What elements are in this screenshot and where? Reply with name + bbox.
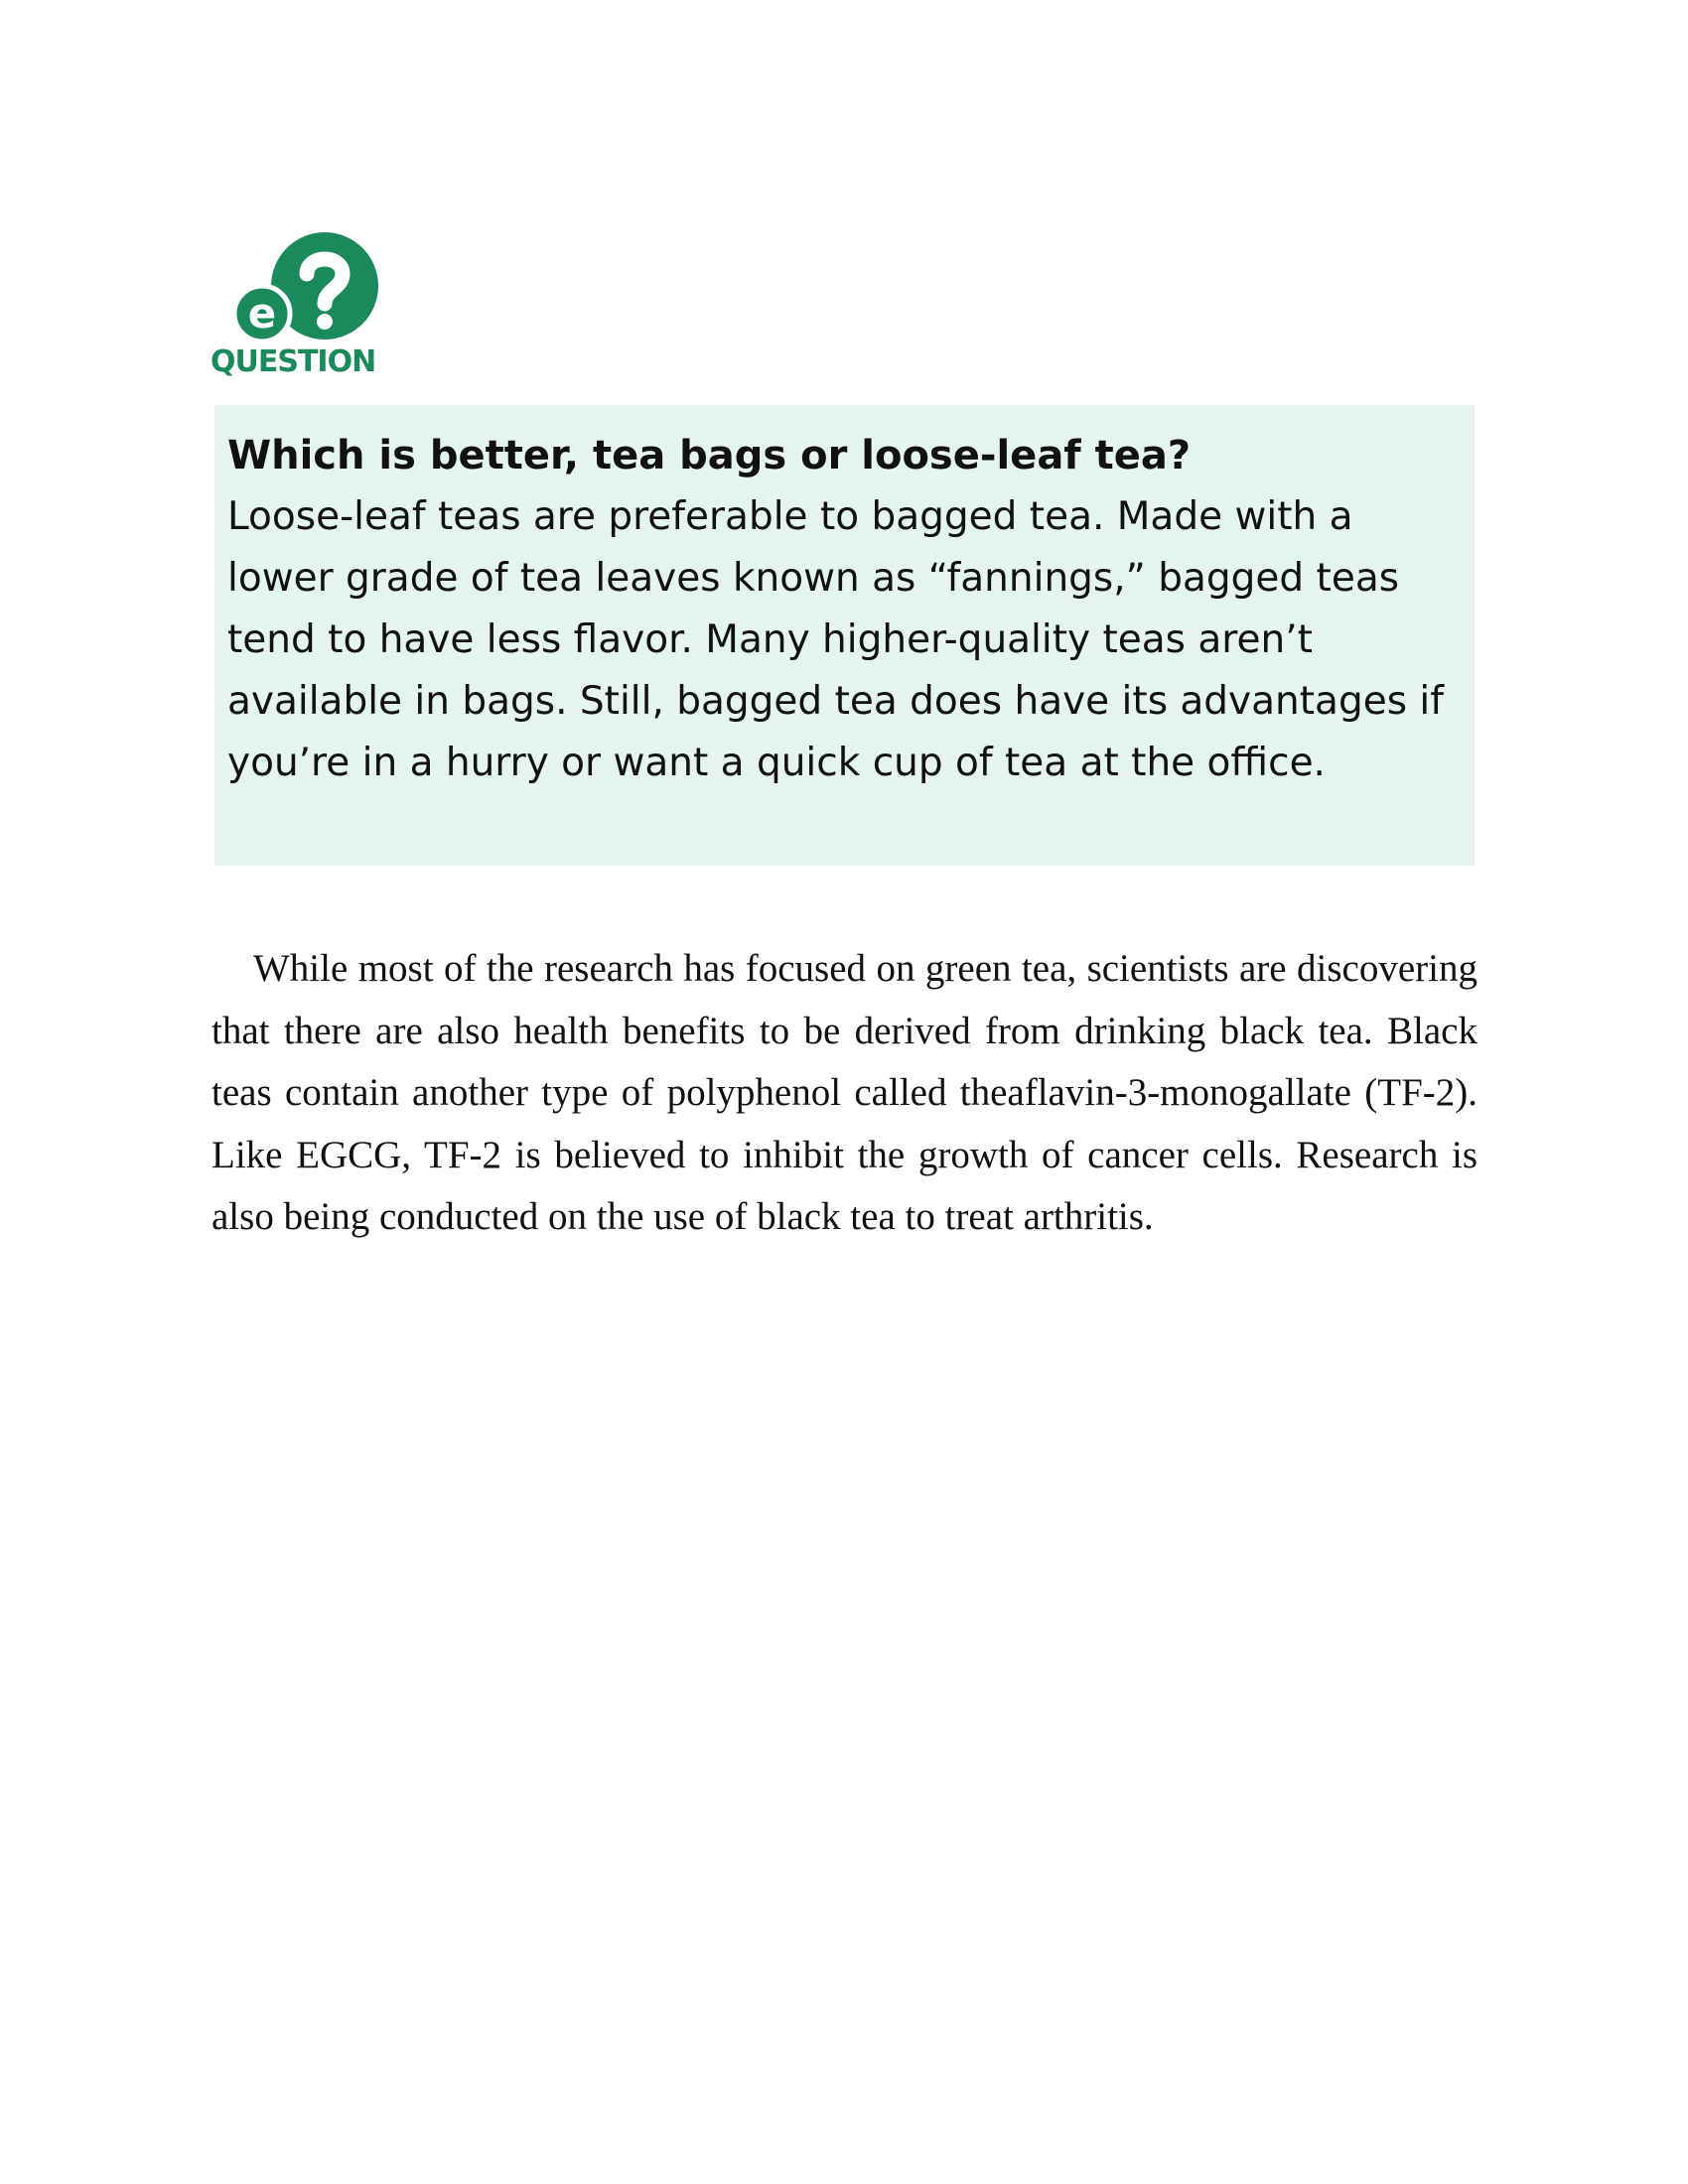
question-box: [214, 405, 1475, 866]
body-paragraph: While most of the research has focused on green tea, scientists are discovering that there are also health benefits to be derived from drinking black tea. Black teas contain another type of polyphenol called theaflavin-3-monogallate (TF-2). Like EGCG, TF-2 is believed to inhibit the growth of cancer cells. Research is also being conducted on the use of black tea to treat arthritis.: [211, 947, 1477, 1238]
question-title: Which is better, tea bags or loose-leaf tea?: [227, 433, 1192, 478]
question-answer: Loose-leaf teas are preferable to bagged tea. Made with a lower grade of tea leaves known as “fannings,” bagged teas tend to have less flavor. Many higher-quality teas aren’t available in bags. Still, bagged tea does have its advantages if you’re in a hurry or want a quick cup of tea at the office.: [227, 494, 1444, 785]
logo-label: QUESTION: [211, 344, 376, 379]
logo-letter: e: [247, 289, 277, 338]
question-logo: [211, 224, 409, 383]
e-question-icon: [211, 224, 409, 353]
